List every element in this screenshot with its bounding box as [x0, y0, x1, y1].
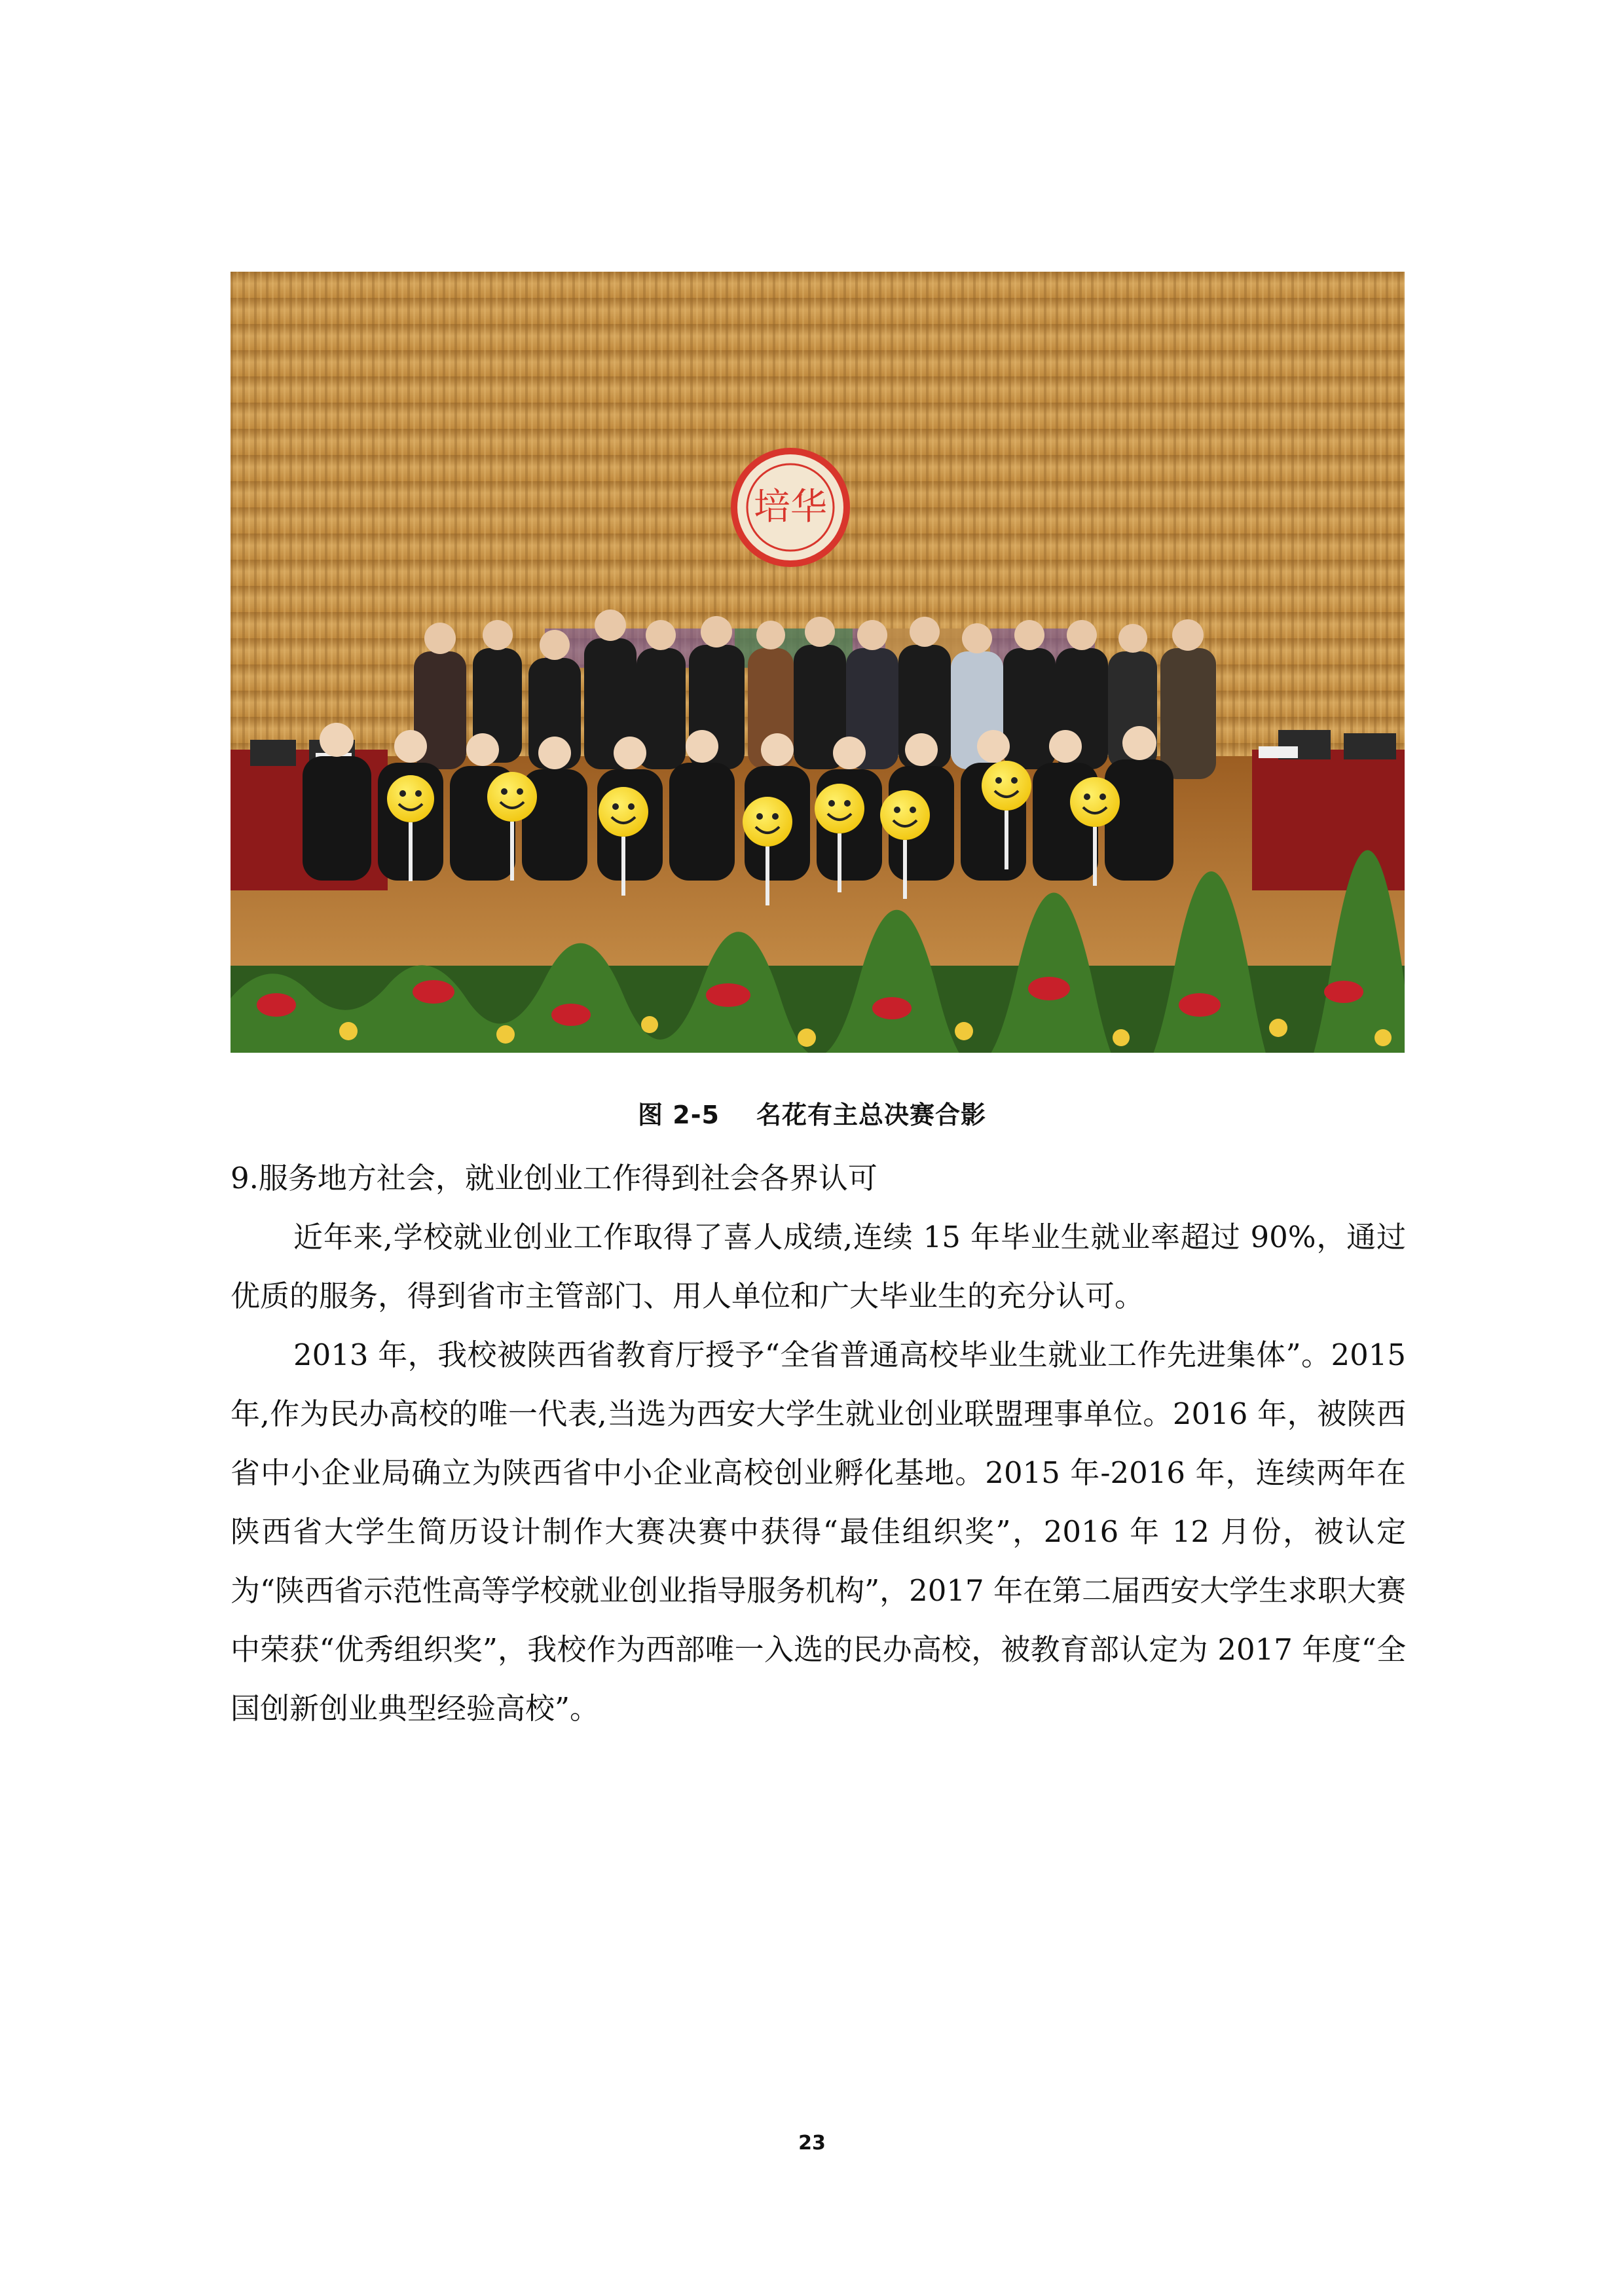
university-seal — [734, 451, 847, 564]
paragraph-1: 近年来,学校就业创业工作取得了喜人成绩,连续 15 年毕业生就业率超过 90%，通过优质的服务，得到省市主管部门、用人单位和广大毕业生的充分认可。 — [231, 1220, 1406, 1313]
figure-number: 图 2-5 — [638, 1101, 720, 1129]
group-photo — [231, 272, 1405, 1053]
section-heading: 9.服务地方社会，就业创业工作得到社会各界认可 — [231, 1161, 877, 1195]
figure-title: 名花有主总决赛合影 — [756, 1101, 986, 1129]
paragraph-2: 2013 年，我校被陕西省教育厅授予“全省普通高校毕业生就业工作先进集体”。2015 年,作为民办高校的唯一代表,当选为西安大学生就业创业联盟理事单位。2016 年，被陕西省中小企业局确立为陕西省中小企业高校创业孵化基地。2015 年-2016 年，连续两年在陕西省大学生简历设计制作大赛决赛中获得“最佳组织奖”，2016 年 12 月份，被认定为“陕西省示范性高等学校就业创业指导服务机构”，2017 年在第二届西安大学生求职大赛中荣获“优秀组织奖”，我校作为西部唯一入选的民办高校，被教育部认定为 2017 年度“全国创新创业典型经验高校”。 — [231, 1338, 1406, 1726]
figure-caption — [0, 1095, 1624, 1131]
page-number: 23 — [798, 2132, 826, 2155]
svg-text:培华: 培华 — [754, 486, 827, 528]
